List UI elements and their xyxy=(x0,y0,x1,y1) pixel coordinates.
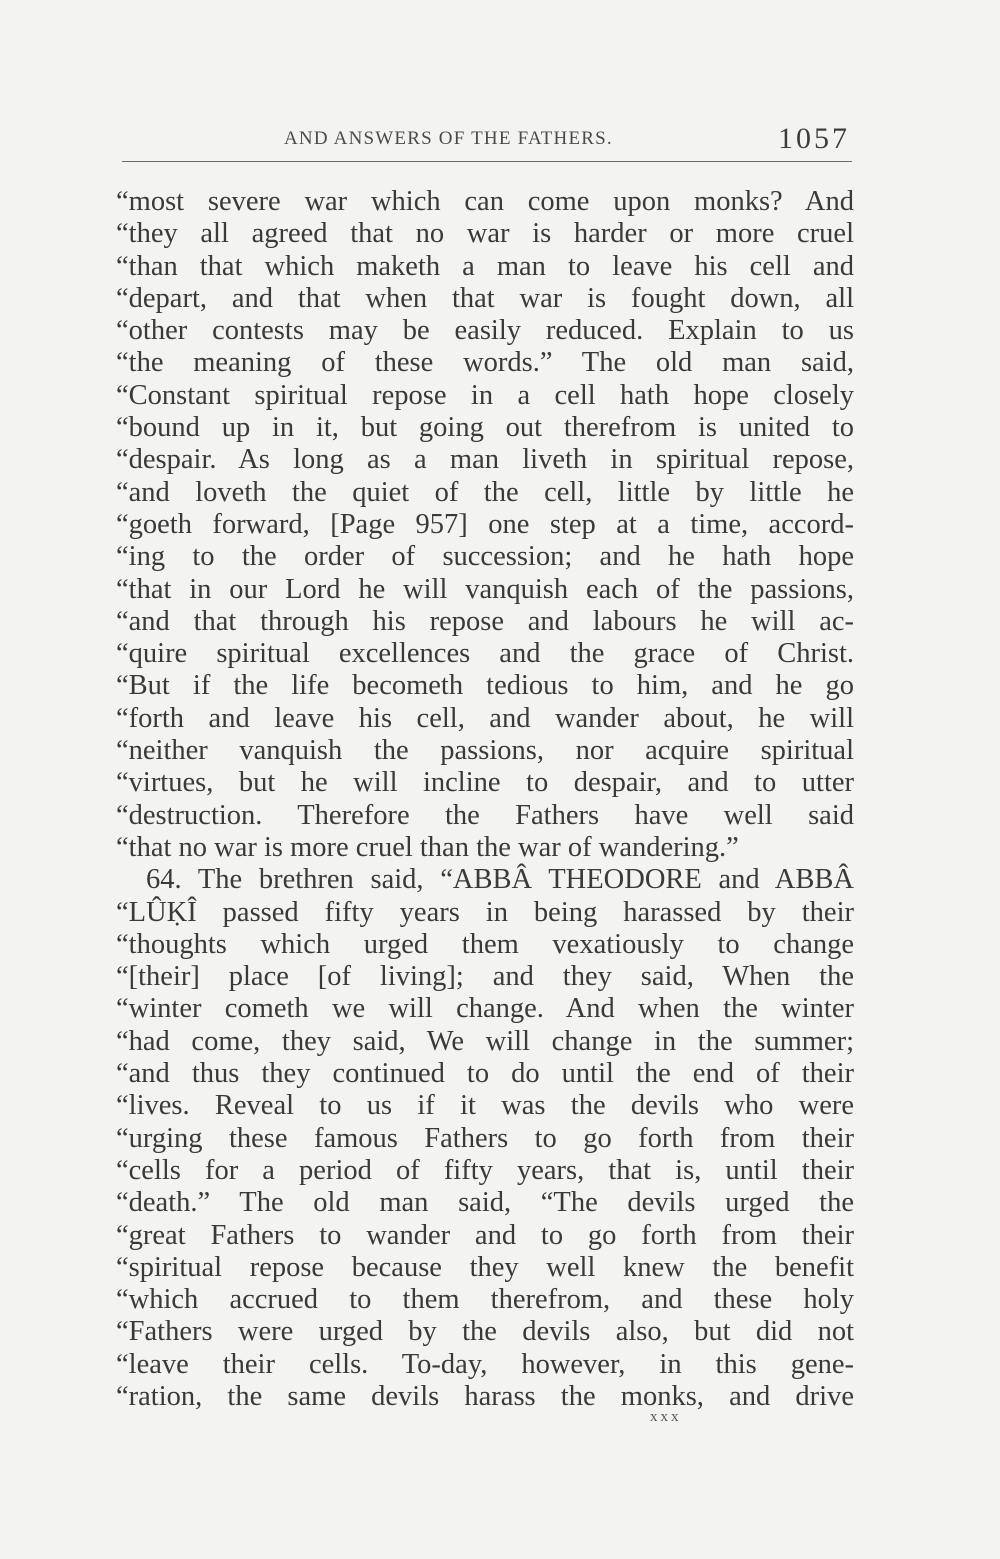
text-line: “neither vanquish the passions, nor acquire spiritual xyxy=(116,735,854,767)
text-line: “that in our Lord he will vanquish each of the passions, xyxy=(116,573,854,605)
text-line: “lives. Reveal to us if it was the devils who were xyxy=(116,1090,854,1122)
text-line: “LÛḲÎ passed fifty years in being harassed by their xyxy=(116,896,854,928)
page-number: 1057 xyxy=(778,122,850,155)
text-line: “and loveth the quiet of the cell, little by little he xyxy=(116,476,854,508)
text-line: “depart, and that when that war is fought down, all xyxy=(116,282,854,314)
text-line: “virtues, but he will incline to despair, and to utter xyxy=(116,767,854,799)
text-line: “most severe war which can come upon monks? And xyxy=(116,186,854,217)
text-line: “than that which maketh a man to leave his cell and xyxy=(116,250,854,282)
text-line: “Constant spiritual repose in a cell hath hope closely xyxy=(116,379,854,411)
text-line: “destruction. Therefore the Fathers have well said xyxy=(116,799,854,831)
text-line: “great Fathers to wander and to go forth from their xyxy=(116,1219,854,1251)
text-line: “they all agreed that no war is harder or more cruel xyxy=(116,218,854,250)
text-line: “despair. As long as a man liveth in spiritual repose, xyxy=(116,444,854,476)
text-line: “[their] place [of living]; and they said, When the xyxy=(116,961,854,993)
running-title: AND ANSWERS OF THE FATHERS. xyxy=(284,128,613,149)
text-line: “forth and leave his cell, and wander about, he will xyxy=(116,702,854,734)
header-rule xyxy=(122,161,852,162)
text-line: “Fathers were urged by the devils also, but did not xyxy=(116,1316,854,1348)
text-line: “thoughts which urged them vexatiously to change xyxy=(116,928,854,960)
text-line: “had come, they said, We will change in the summer; xyxy=(116,1025,854,1057)
text-line: “which accrued to them therefrom, and these holy xyxy=(116,1284,854,1316)
text-line: “the meaning of these words.” The old man said, xyxy=(116,347,854,379)
text-line: “cells for a period of fifty years, that is, until their xyxy=(116,1154,854,1186)
text-line: “other contests may be easily reduced. Explain to us xyxy=(116,315,854,347)
text-line: “But if the life becometh tedious to him, and he go xyxy=(116,670,854,702)
text-line: “ration, the same devils harass the monks, and drive xyxy=(116,1380,854,1412)
text-line: “urging these famous Fathers to go forth from their xyxy=(116,1122,854,1154)
text-line: “quire spiritual excellences and the grace of Christ. xyxy=(116,638,854,670)
text-line: “and thus they continued to do until the end of their xyxy=(116,1058,854,1090)
signature-mark: xxx xyxy=(650,1409,682,1425)
text-line: “leave their cells. To-day, however, in this gene- xyxy=(116,1348,854,1380)
text-line: “goeth forward, [Page 957] one step at a time, accord- xyxy=(116,508,854,540)
text-line: “spiritual repose because they well knew the benefit xyxy=(116,1251,854,1283)
text-line: “death.” The old man said, “The devils urged the xyxy=(116,1187,854,1219)
text-line: “and that through his repose and labours he will ac- xyxy=(116,605,854,637)
text-line: “bound up in it, but going out therefrom is united to xyxy=(116,412,854,444)
text-line: “winter cometh we will change. And when the winter xyxy=(116,993,854,1025)
body-text xyxy=(116,186,854,1413)
running-head xyxy=(122,122,850,158)
paragraph-start-line: 64. The brethren said, “ABBÂ THEODORE and ABBÂ xyxy=(146,864,854,896)
text-line: “ing to the order of succession; and he hath hope xyxy=(116,541,854,573)
text-line: “that no war is more cruel than the war of wandering.” xyxy=(116,831,739,863)
